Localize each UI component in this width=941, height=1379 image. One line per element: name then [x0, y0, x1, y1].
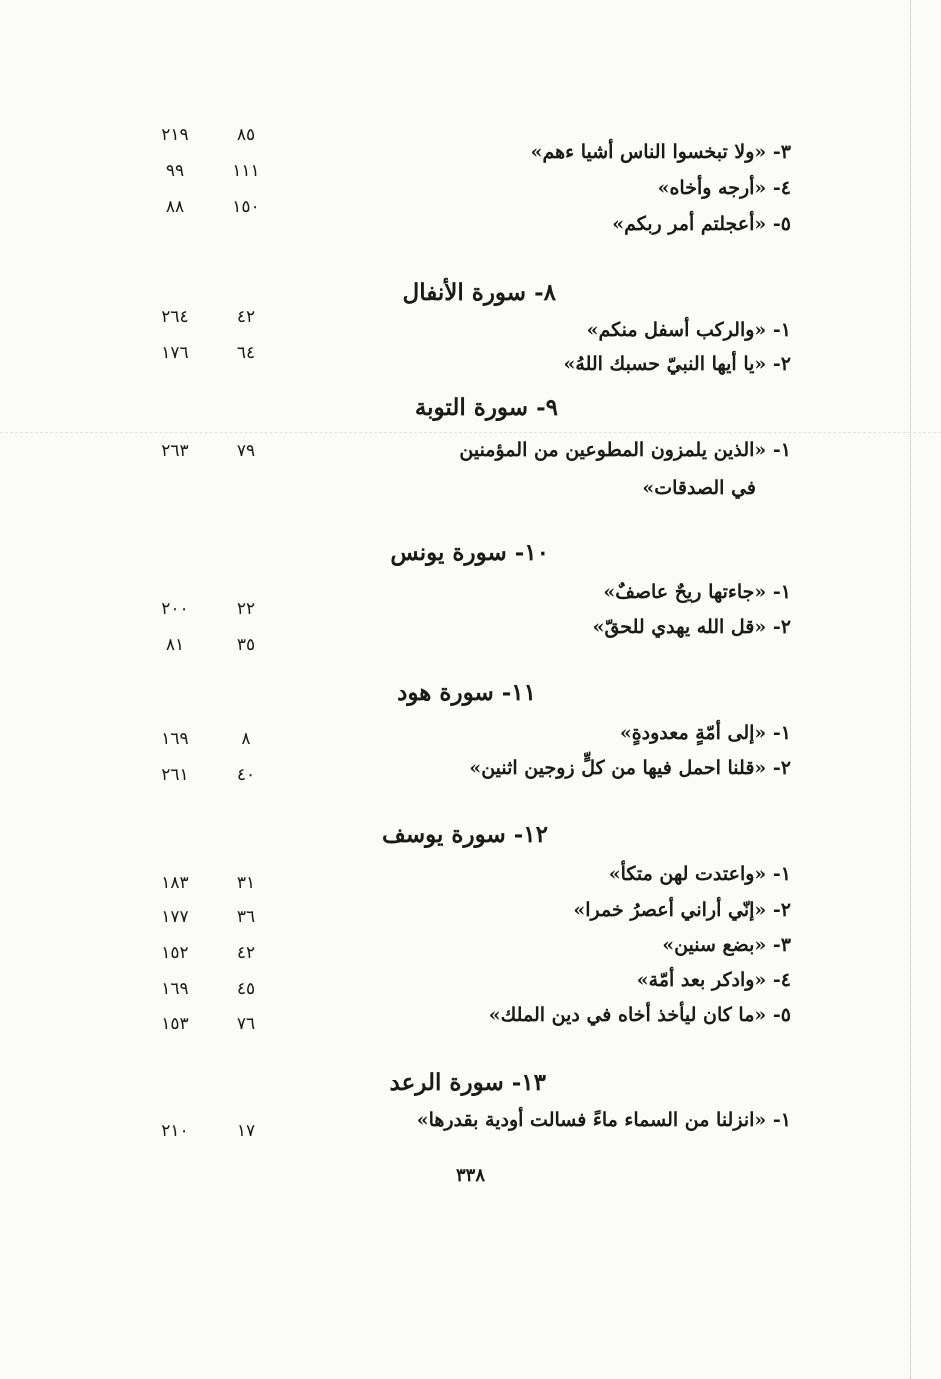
page-ref: ٨١: [165, 635, 185, 655]
page-ref: ٢١٠: [161, 1121, 189, 1141]
entry-text: ١- «واعتدت لهن متكأ»: [608, 863, 791, 885]
entry-text: ١- «جاءتها ريحٌ عاصفٌ»: [603, 581, 791, 603]
ayah-number: ١٧: [236, 1121, 256, 1141]
entry-text: ٣- «ولا تبخسوا الناس أشيا ءهم»: [530, 141, 791, 163]
sura-heading: ١٢- سورة يوسف: [382, 821, 548, 848]
ayah-number: ٦٤: [236, 343, 256, 363]
ayah-number: ٤٠: [236, 765, 256, 785]
page-ref: ١٦٩: [161, 979, 189, 999]
page-ref: ١٧٧: [161, 907, 189, 927]
ayah-number: ٤٥: [236, 979, 256, 999]
entry-text: ١- «الذين يلمزون المطوعين من المؤمنين: [459, 439, 791, 461]
sura-heading: ١١- سورة هود: [397, 679, 536, 706]
entry-text: ١- «والركب أسفل منكم»: [586, 319, 791, 341]
page-ref: ٢٦٤: [161, 307, 189, 327]
entry-text: ٢- «إنّي أراني أعصرُ خمرا»: [573, 899, 791, 921]
sura-heading: ١٠- سورة يونس: [390, 539, 549, 566]
ayah-number: ٧٦: [236, 1014, 256, 1034]
page-ref: ١٦٩: [161, 729, 189, 749]
entry-text: ٢- «قل الله يهدي للحقّ»: [592, 616, 791, 638]
ayah-number: ١١١: [232, 161, 260, 181]
page-ref: ١٥٣: [161, 1014, 189, 1034]
ayah-number: ١٥٠: [232, 197, 260, 217]
page-ref: ١٧٦: [161, 343, 189, 363]
entry-text: ٢- «يا أيها النبيّ حسبك اللهُ»: [563, 353, 791, 375]
entry-text: ١- «انزلنا من السماء ماءً فسالت أودية بقدرها»: [416, 1109, 791, 1131]
ayah-number: ٣٦: [236, 907, 256, 927]
ayah-number: ٣٥: [236, 635, 256, 655]
entry-text: ١- «إلى أمّةٍ معدودةٍ»: [619, 722, 791, 744]
entry-text: ٤- «وادكر بعد أمّة»: [636, 969, 791, 991]
page-ref: ٢٦٣: [161, 441, 189, 461]
page-number: ٣٣٨: [455, 1165, 485, 1186]
entry-text: ٢- «قلنا احمل فيها من كلٍّ زوجين اثنين»: [469, 757, 791, 779]
page-ref: ٨٨: [165, 197, 185, 217]
entry-text-continued: في الصدقات»: [642, 477, 756, 499]
entry-text: ٥- «أعجلتم أمر ربكم»: [612, 213, 791, 235]
page-ref: ١٨٣: [161, 873, 189, 893]
ayah-number: ٧٩: [236, 441, 256, 461]
page-ref: ١٥٢: [161, 943, 189, 963]
ayah-number: ٤٢: [236, 943, 256, 963]
ayah-number: ٣١: [236, 873, 256, 893]
page-ref: ٩٩: [165, 161, 185, 181]
sura-heading: ٨- سورة الأنفال: [402, 279, 556, 306]
fold-line: [0, 432, 941, 433]
sura-heading: ١٣- سورة الرعد: [389, 1069, 546, 1096]
entry-text: ٥- «ما كان ليأخذ أخاه في دين الملك»: [488, 1004, 791, 1026]
page-ref: ٢٦١: [161, 765, 189, 785]
ayah-number: ٢٢: [236, 599, 256, 619]
sura-heading: ٩- سورة التوبة: [414, 394, 558, 421]
page-ref: ٢١٩: [161, 125, 189, 145]
entry-text: ٣- «بضع سنين»: [662, 934, 791, 956]
page-ref: ٢٠٠: [161, 599, 189, 619]
ayah-number: ٤٢: [236, 307, 256, 327]
ayah-number: ٨: [241, 729, 251, 749]
entry-text: ٤- «أرجه وأخاه»: [657, 177, 791, 199]
ayah-number: ٨٥: [236, 125, 256, 145]
